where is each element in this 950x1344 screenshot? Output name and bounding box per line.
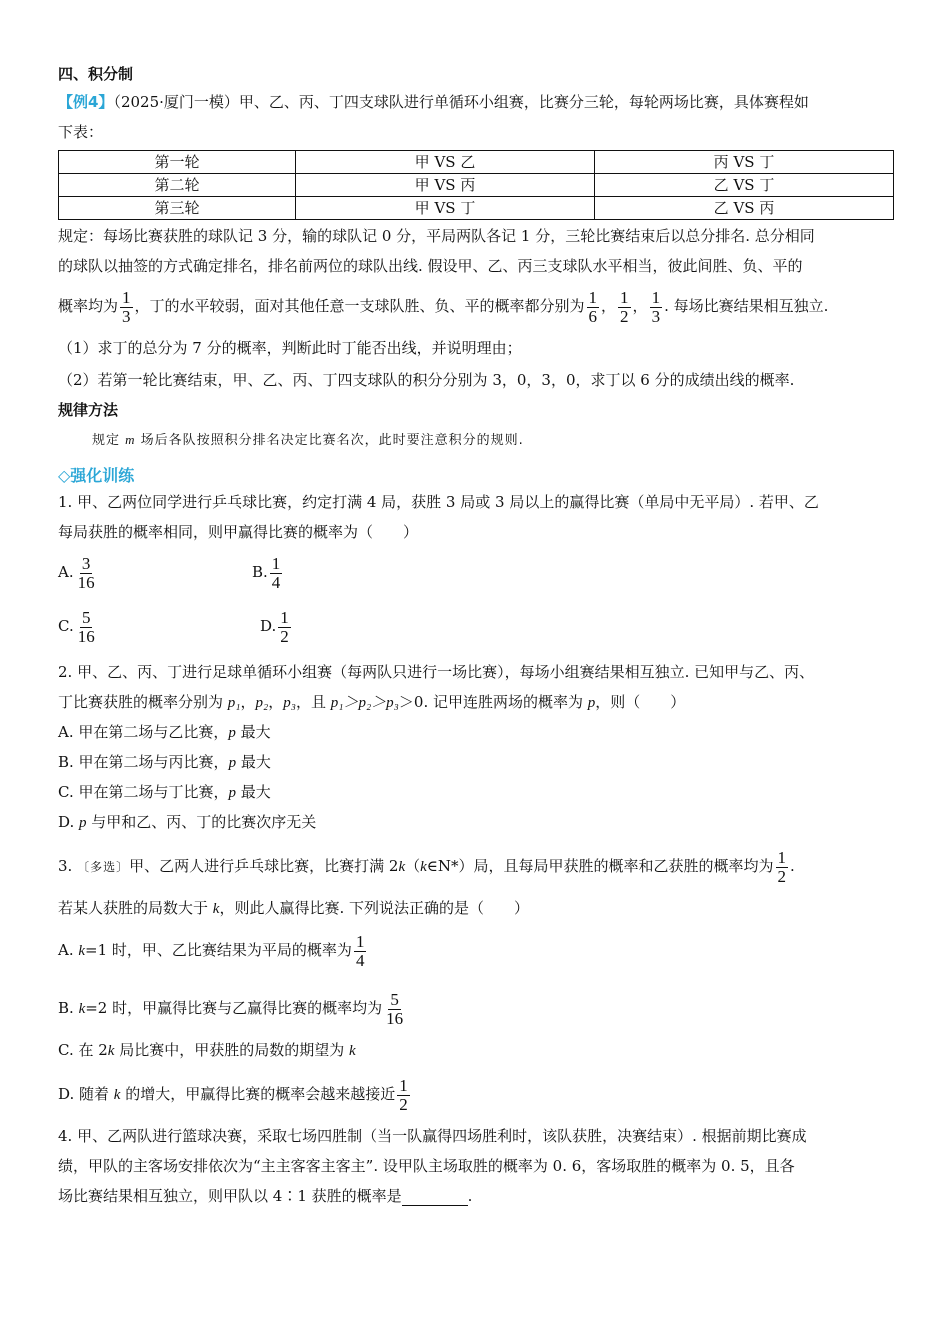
option-a: A. 甲在第二场与乙比赛，p 最大 <box>58 723 271 741</box>
rule-line-3: 概率均为 $\frac{1}{3}$ ，丁的水平较弱，面对其他任意一支球队胜、负、平的概率都分别为 $\frac{1}{6}$ ， $\frac{1}{2}$ ， $\frac{1}{3}$ . 每场比赛结果相互独立. <box>58 287 829 326</box>
table-cell: 第二轮 <box>59 174 296 197</box>
option-b: B. k=2 时，甲赢得比赛与乙赢得比赛的概率均为 $\frac{5}{16}$ <box>58 989 404 1028</box>
example-intro-2: 下表： <box>58 123 104 141</box>
problem-3-line-1: 3. 〔多选〕甲、乙两人进行乒乓球比赛，比赛打满 2k（k∈N*）局，且每局甲获胜的概率和乙获胜的概率均为 $\frac{1}{2}$ . <box>58 847 795 886</box>
problem-3-line-2: 若某人获胜的局数大于 k，则此人赢得比赛. 下列说法正确的是（ ） <box>58 899 529 917</box>
table-cell: 第三轮 <box>59 197 296 220</box>
problem-2-line-1: 2. 甲、乙、丙、丁进行足球单循环小组赛（每两队只进行一场比赛），每场小组赛结果相互独立. 已知甲与乙、丙、 <box>58 663 815 681</box>
method-title: 规律方法 <box>58 401 119 419</box>
table-row <box>59 174 894 197</box>
multi-choice-tag: 〔多选〕 <box>77 860 130 874</box>
example-intro: 【例4】（2025·厦门一模）甲、乙、丙、丁四支球队进行单循环小组赛，比赛分三轮，每轮两场比赛，具体赛程如 <box>58 93 809 111</box>
table-cell: 乙 VS 丁 <box>595 174 894 197</box>
rule-line-2: 的球队以抽签的方式确定排名，排名前两位的球队出线. 假设甲、乙、丙三支球队水平相当，彼此间胜、负、平的 <box>58 257 803 275</box>
option-c: C. 甲在第二场与丁比赛，p 最大 <box>58 783 271 801</box>
problem-4-line-1: 4. 甲、乙两队进行篮球决赛，采取七场四胜制（当一队赢得四场胜利时，该队获胜，决赛结束）. 根据前期比赛成 <box>58 1127 807 1145</box>
option-c: C. $\frac{5}{16}$ <box>58 607 95 646</box>
table-cell: 第一轮 <box>59 151 296 174</box>
table-row <box>59 197 894 220</box>
problem-2-line-2: 丁比赛获胜的概率分别为 p₁，p₂，p₃，且 p₁＞p₂＞p₃＞0. 记甲连胜两场的概率为 p，则（ ） <box>58 693 686 711</box>
option-a: A. $\frac{3}{16}$ <box>58 553 95 592</box>
table-cell: 乙 VS 丙 <box>595 197 894 220</box>
fraction: $\frac{1}{3}$ <box>651 287 661 326</box>
problem-1-line-1: 1. 甲、乙两位同学进行乒乓球比赛，约定打满 4 局，获胜 3 局或 3 局以上的赢得比赛（单局中无平局）. 若甲、乙 <box>58 493 819 511</box>
option-d: D. p 与甲和乙、丙、丁的比赛次序无关 <box>58 813 317 831</box>
option-b: B. 甲在第二场与丙比赛，p 最大 <box>58 753 271 771</box>
option-d: D. $\frac{1}{2}$ <box>260 607 289 646</box>
table-cell: 甲 VS 乙 <box>296 151 595 174</box>
method-text: 规定 m 场后各队按照积分排名决定比赛名次，此时要注意积分的规则. <box>92 432 524 448</box>
question-1: （1）求丁的总分为 7 分的概率，判断此时丁能否出线，并说明理由； <box>58 339 522 357</box>
practice-title: ◇强化训练 <box>58 466 135 485</box>
example-tag: 【例4】 <box>58 93 114 111</box>
problem-1-line-2: 每局获胜的概率相同，则甲赢得比赛的概率为（ ） <box>58 523 419 541</box>
option-b: B. $\frac{1}{4}$ <box>252 553 281 592</box>
problem-4-line-3: 场比赛结果相互独立，则甲队以 4∶1 获胜的概率是 . <box>58 1187 473 1205</box>
table-cell: 甲 VS 丙 <box>296 174 595 197</box>
table-row <box>59 151 894 174</box>
schedule-table <box>58 150 894 220</box>
section-title: 四、积分制 <box>58 65 134 83</box>
problem-4-line-2: 绩，甲队的主客场安排依次为“主主客客主客主”. 设甲队主场取胜的概率为 0. 6，客场取胜的概率为 0. 5，且各 <box>58 1157 795 1175</box>
answer-blank[interactable] <box>402 1189 468 1206</box>
table-cell: 丙 VS 丁 <box>595 151 894 174</box>
question-2: （2）若第一轮比赛结束，甲、乙、丙、丁四支球队的积分分别为 3，0，3，0，求丁以 6 分的成绩出线的概率. <box>58 371 795 389</box>
table-cell: 甲 VS 丁 <box>296 197 595 220</box>
option-d: D. 随着 k 的增大，甲赢得比赛的概率会越来越接近 $\frac{1}{2}$ <box>58 1075 408 1114</box>
option-a: A. k=1 时，甲、乙比赛结果为平局的概率为 $\frac{1}{4}$ <box>58 931 365 970</box>
rule-line-1: 规定：每场比赛获胜的球队记 3 分，输的球队记 0 分，平局两队各记 1 分，三轮比赛结束后以总分排名. 总分相同 <box>58 227 815 245</box>
option-c: C. 在 2k 局比赛中，甲获胜的局数的期望为 k <box>58 1041 356 1059</box>
fraction: $\frac{1}{3}$ <box>122 287 131 326</box>
fraction: $\frac{1}{6}$ <box>588 287 598 326</box>
fraction: $\frac{1}{2}$ <box>620 287 629 326</box>
